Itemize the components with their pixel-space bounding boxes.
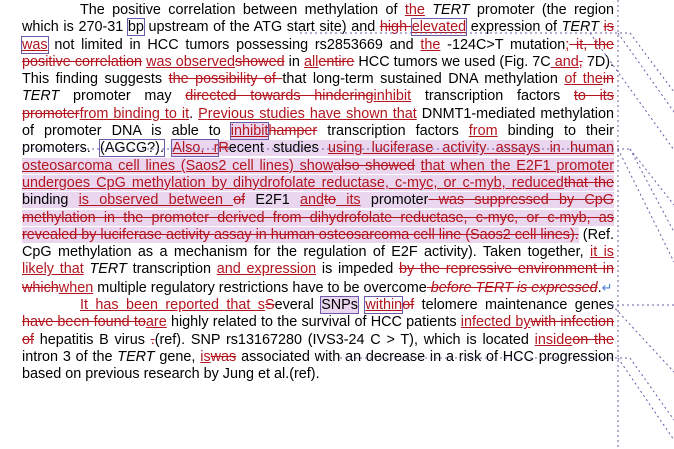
- tracked-deletion[interactable]: ,: [578, 53, 583, 70]
- tracked-insertion[interactable]: and expression: [216, 261, 317, 278]
- tert-gene-name: TERT: [432, 2, 470, 18]
- tracked-deletion[interactable]: of: [233, 192, 246, 209]
- tracked-insertion[interactable]: of the: [564, 71, 603, 88]
- connector-line: [630, 149, 674, 232]
- text-run: upstream of the ATG start site) and: [143, 19, 380, 36]
- text-run: binding to their promoters.: [22, 123, 614, 157]
- tracked-deletion[interactable]: hamper: [268, 123, 318, 140]
- tracked-deletion[interactable]: the positive correlation: [22, 36, 614, 70]
- text-run: promoter (the region which is 270-31: [22, 2, 614, 36]
- tracked-insertion[interactable]: and: [550, 53, 579, 70]
- tracked-deletion[interactable]: it,: [569, 36, 588, 53]
- tracked-deletion[interactable]: of: [402, 297, 415, 314]
- tracked-insertion[interactable]: all: [303, 53, 319, 70]
- tracked-insertion[interactable]: and: [300, 192, 325, 209]
- tracked-insertion[interactable]: within: [365, 297, 403, 314]
- tracked-deletion[interactable]: directed towards hindering: [185, 88, 374, 105]
- tracked-insertion[interactable]: its: [336, 192, 361, 209]
- comment-anchor-snps[interactable]: SNPs: [321, 297, 358, 314]
- tracked-insertion[interactable]: It has been reported that s: [80, 297, 265, 314]
- text-run: is impeded: [316, 261, 399, 278]
- text-run: HCC tumors we used (Fig. 7C: [354, 53, 551, 70]
- tracked-insertion[interactable]: Also, r: [172, 140, 219, 157]
- text-run: multiple regulatory restrictions have to be overcome: [93, 279, 427, 296]
- text-run: -124C>T mutation: [440, 36, 566, 53]
- tracked-insertion[interactable]: is observed between: [78, 192, 234, 209]
- connector-line: [630, 149, 674, 205]
- tracked-insertion[interactable]: elevated: [411, 19, 467, 36]
- tracked-deletion[interactable]: .: [150, 331, 155, 348]
- tracked-insertion[interactable]: it is likely that: [22, 244, 614, 278]
- text-run: transcription factors: [411, 88, 574, 105]
- connector-line: [618, 358, 674, 440]
- connector-line: [618, 33, 674, 112]
- tracked-deletion[interactable]: by the repressive environment in which: [22, 261, 614, 296]
- highlighted-text: E2F1: [245, 192, 301, 209]
- comment-anchor-bp[interactable]: bp: [127, 19, 144, 36]
- tracked-insertion[interactable]: was observed: [146, 53, 235, 70]
- text-run: .: [597, 279, 602, 296]
- text-run: associated with an decrease in a risk of HCC progression based on previous research by Jung et al.(ref).: [22, 348, 614, 383]
- text-run: highly related to the survival of HCC patients: [166, 314, 461, 331]
- tracked-insertion[interactable]: from binding to it: [79, 105, 190, 122]
- text-run: 7D). This finding suggests: [22, 53, 615, 88]
- text-run: hepatitis B virus: [34, 331, 145, 348]
- connector-line: [630, 358, 674, 420]
- tracked-deletion[interactable]: to: [324, 192, 337, 209]
- text-run: (ref). SNP rs13167280 (IVS3-24 C > T), which is located: [154, 331, 535, 348]
- tracked-insertion[interactable]: inside: [534, 331, 573, 348]
- connector-line: [630, 33, 674, 92]
- text-run: The positive correlation between methylation of: [80, 2, 405, 18]
- tracked-deletion[interactable]: that the: [563, 174, 614, 191]
- connector-line: [618, 149, 674, 262]
- comment-anchor-agcg[interactable]: (AGCG?).: [99, 140, 164, 157]
- tracked-deletion[interactable]: have been found to: [22, 314, 146, 331]
- tracked-insertion[interactable]: inhibit: [373, 88, 412, 105]
- tracked-deletion[interactable]: R: [218, 140, 229, 157]
- tracked-insertion[interactable]: that when the E2F1 promoter undergoes CpG methylation by dihydrofolate reductase, c-myc, or c-myb, reduced: [22, 157, 615, 191]
- highlighted-text: binding: [22, 192, 79, 209]
- tracked-insertion[interactable]: using luciferase activity assays in human osteosarcoma cell lines (Saos2 cell lines) show: [22, 140, 614, 174]
- tracked-deletion[interactable]: showed: [234, 53, 285, 70]
- tracked-insertion[interactable]: infected by: [460, 314, 531, 331]
- tracked-insertion[interactable]: Previous studies have shown that: [198, 105, 417, 122]
- tracked-insertion[interactable]: was: [22, 36, 48, 53]
- tracked-insertion[interactable]: the: [420, 36, 441, 53]
- tracked-insertion[interactable]: ;: [565, 36, 570, 53]
- text-run: in: [284, 53, 304, 70]
- text-run: .: [189, 105, 199, 122]
- tert-gene-name: TERT: [561, 19, 599, 36]
- tracked-insertion[interactable]: the: [404, 2, 425, 18]
- tracked-deletion[interactable]: entire: [318, 53, 355, 70]
- tracked-insertion[interactable]: from: [468, 123, 498, 140]
- tracked-deletion[interactable]: before TERT is expressed: [426, 279, 598, 296]
- tracked-deletion[interactable]: with infection of: [22, 314, 614, 348]
- text-run: intron 3 of the: [22, 348, 118, 365]
- tracked-deletion[interactable]: was: [210, 348, 237, 365]
- tracked-deletion[interactable]: the possibility of: [168, 71, 283, 88]
- text-run: everal: [274, 297, 322, 314]
- tracked-deletion[interactable]: was suppressed by CpG methylation in the promoter derived from dihydrofolate reductase, c-myc, or c-myb, as revealed by luciferase activity assay in human osteosarcoma cell line (Saos2 cell lines).: [22, 192, 614, 243]
- tert-gene-name: TERT: [89, 261, 127, 278]
- highlighted-text: ecent studies: [228, 140, 328, 157]
- tracked-deletion[interactable]: also showed: [333, 157, 415, 174]
- tracked-deletion[interactable]: S: [264, 297, 275, 314]
- text-run: transcription factors: [317, 123, 469, 140]
- text-run: that long-term sustained DNA methylation: [282, 71, 565, 88]
- tracked-deletion[interactable]: in: [602, 71, 615, 88]
- text-run: transcription: [126, 261, 217, 278]
- tracked-deletion[interactable]: to its promoter: [22, 88, 614, 122]
- tracked-deletion[interactable]: is: [603, 19, 614, 36]
- text-run: telomere maintenance genes: [414, 297, 614, 314]
- paragraph-mark-icon: ↵: [601, 279, 613, 295]
- tracked-insertion[interactable]: is: [200, 348, 211, 365]
- text-run: promoter may: [59, 88, 186, 105]
- connector-line: [590, 33, 674, 150]
- tracked-insertion[interactable]: when: [58, 279, 94, 296]
- tracked-insertion[interactable]: are: [145, 314, 167, 331]
- highlighted-text: promoter: [360, 192, 429, 209]
- tracked-deletion[interactable]: high: [379, 19, 412, 36]
- text-run: expression of: [466, 19, 562, 36]
- tert-gene-name: TERT: [22, 88, 60, 105]
- tracked-insertion[interactable]: inhibit: [230, 123, 269, 140]
- text-run: DNMT1-mediated methylation of promoter DNA is able to: [22, 105, 614, 140]
- text-run: not limited in HCC tumors possessing rs2853669 and: [47, 36, 421, 53]
- tracked-deletion[interactable]: on the: [572, 331, 615, 348]
- text-run: (Ref. CpG methylation as a mechanism for the regulation of E2F activity). Taken together,: [22, 226, 614, 261]
- tert-gene-name: TERT: [117, 348, 155, 365]
- text-run: gene,: [154, 348, 201, 365]
